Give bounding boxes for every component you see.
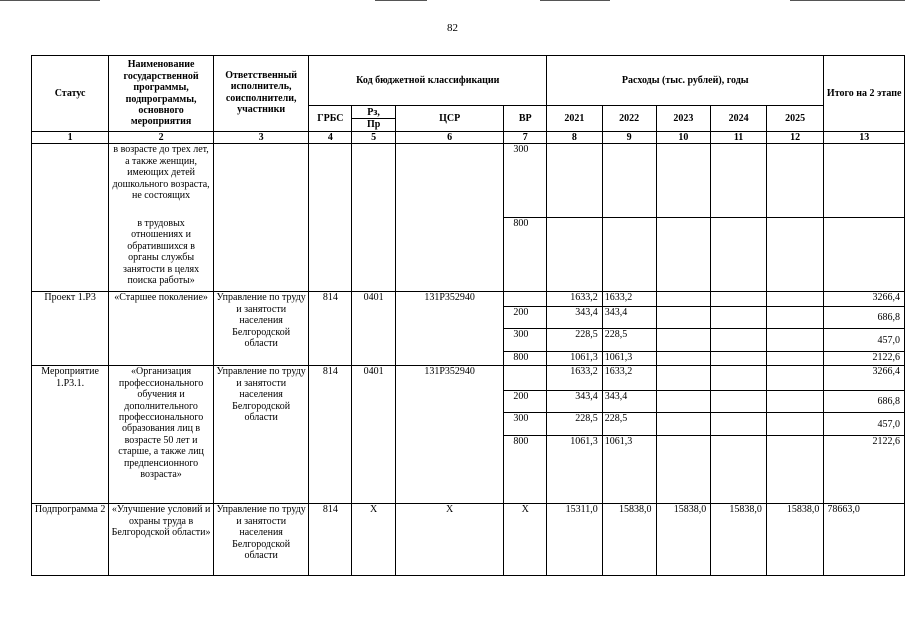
subprogram-responsible: Управление по труду и занятости населения Белгородской области bbox=[213, 504, 308, 576]
cont-csr-cell bbox=[395, 144, 504, 292]
scan-edge-line bbox=[790, 0, 905, 1]
subprogram-2022: 15838,0 bbox=[602, 504, 656, 576]
page-number: 82 bbox=[447, 22, 458, 34]
header-budget-code: Код бюджетной классификации bbox=[309, 56, 547, 106]
header-rz: Рз, bbox=[367, 106, 380, 118]
header-rzpr bbox=[352, 106, 395, 132]
col-number: 3 bbox=[213, 132, 308, 144]
cont-grbs-cell bbox=[309, 144, 352, 292]
subprogram-vr: Х bbox=[504, 504, 547, 576]
measure-2022: 1061,3 bbox=[602, 436, 656, 504]
project-rzpr: 0401 bbox=[352, 292, 395, 366]
measure-vr: 200 bbox=[504, 391, 547, 413]
cont-vr-b: 800 bbox=[504, 218, 547, 292]
project-2022: 1061,3 bbox=[602, 352, 656, 366]
project-status: Проект 1.Р3 bbox=[32, 292, 109, 366]
header-pr: Пр bbox=[352, 118, 394, 130]
cont-name-a: в возрасте до трех лет, а также женщин, имеющих детей дошкольного возраста, не состоящих bbox=[109, 144, 214, 218]
measure-rzpr: 0401 bbox=[352, 366, 395, 504]
cont-rzpr-cell bbox=[352, 144, 395, 292]
header-expenses: Расходы (тыс. рублей), годы bbox=[547, 56, 824, 106]
subprogram-rzpr: Х bbox=[352, 504, 395, 576]
header-vr: ВР bbox=[504, 106, 547, 132]
measure-2022: 1633,2 bbox=[602, 366, 656, 391]
subprogram-2025: 15838,0 bbox=[766, 504, 824, 576]
header-total: Итого на 2 этапе bbox=[824, 56, 905, 132]
measure-grbs: 814 bbox=[309, 366, 352, 504]
scan-edge-line bbox=[375, 0, 427, 1]
measure-2021: 1633,2 bbox=[547, 366, 603, 391]
project-vr: 300 bbox=[504, 329, 547, 352]
col-number: 1 bbox=[32, 132, 109, 144]
col-number: 11 bbox=[711, 132, 767, 144]
col-number: 9 bbox=[602, 132, 656, 144]
project-2021: 1633,2 bbox=[547, 292, 603, 307]
col-number: 8 bbox=[547, 132, 603, 144]
subprogram-2021: 15311,0 bbox=[547, 504, 603, 576]
header-status: Статус bbox=[32, 56, 109, 132]
project-2022: 1633,2 bbox=[602, 292, 656, 307]
measure-2021: 343,4 bbox=[547, 391, 603, 413]
measure-vr bbox=[504, 366, 547, 391]
measure-status: Мероприятие 1.Р3.1. bbox=[32, 366, 109, 504]
project-vr: 200 bbox=[504, 307, 547, 329]
header-responsible: Ответственный исполнитель, соисполнители, участники bbox=[213, 56, 308, 132]
header-name: Наименование государственной программы, подпрограммы, основного мероприятия bbox=[109, 56, 214, 132]
subprogram-2024: 15838,0 bbox=[711, 504, 767, 576]
project-vr: 800 bbox=[504, 352, 547, 366]
project-2021: 343,4 bbox=[547, 307, 603, 329]
project-grbs: 814 bbox=[309, 292, 352, 366]
header-year: 2025 bbox=[766, 106, 824, 132]
project-csr: 131Р352940 bbox=[395, 292, 504, 366]
subprogram-2023: 15838,0 bbox=[656, 504, 711, 576]
scan-edge-line bbox=[540, 0, 610, 1]
budget-table bbox=[31, 55, 905, 576]
subprogram-name: «Улучшение условий и охраны труда в Белгородской области» bbox=[109, 504, 214, 576]
project-total: 686,8 bbox=[824, 307, 905, 329]
header-year: 2024 bbox=[711, 106, 767, 132]
col-number: 2 bbox=[109, 132, 214, 144]
subprogram-grbs: 814 bbox=[309, 504, 352, 576]
col-number: 13 bbox=[824, 132, 905, 144]
measure-total: 3266,4 bbox=[824, 366, 905, 391]
measure-vr: 300 bbox=[504, 413, 547, 436]
col-number: 7 bbox=[504, 132, 547, 144]
col-number: 5 bbox=[352, 132, 395, 144]
measure-2022: 343,4 bbox=[602, 391, 656, 413]
scan-edge-line bbox=[0, 0, 100, 1]
header-year: 2021 bbox=[547, 106, 603, 132]
measure-2021: 228,5 bbox=[547, 413, 603, 436]
measure-vr: 800 bbox=[504, 436, 547, 504]
subprogram-csr: Х bbox=[395, 504, 504, 576]
measure-total: 686,8 bbox=[824, 391, 905, 413]
header-csr: ЦСР bbox=[395, 106, 504, 132]
subprogram-total: 78663,0 bbox=[824, 504, 905, 576]
header-year: 2023 bbox=[656, 106, 711, 132]
project-name: «Старшее поколение» bbox=[109, 292, 214, 366]
cont-vr-a: 300 bbox=[504, 144, 547, 218]
project-responsible: Управление по труду и занятости населения Белгородской области bbox=[213, 292, 308, 366]
measure-2021: 1061,3 bbox=[547, 436, 603, 504]
measure-csr: 131Р352940 bbox=[395, 366, 504, 504]
project-2021: 228,5 bbox=[547, 329, 603, 352]
cont-responsible-cell bbox=[213, 144, 308, 292]
project-total: 457,0 bbox=[824, 329, 905, 352]
project-total: 2122,6 bbox=[824, 352, 905, 366]
measure-2022: 228,5 bbox=[602, 413, 656, 436]
col-number: 12 bbox=[766, 132, 824, 144]
subprogram-status: Подпрограмма 2 bbox=[32, 504, 109, 576]
col-number: 4 bbox=[309, 132, 352, 144]
project-total: 3266,4 bbox=[824, 292, 905, 307]
project-2021: 1061,3 bbox=[547, 352, 603, 366]
header-grbs: ГРБС bbox=[309, 106, 352, 132]
measure-responsible: Управление по труду и занятости населения Белгородской области bbox=[213, 366, 308, 504]
measure-total: 2122,6 bbox=[824, 436, 905, 504]
col-number: 6 bbox=[395, 132, 504, 144]
col-number: 10 bbox=[656, 132, 711, 144]
measure-total: 457,0 bbox=[824, 413, 905, 436]
project-2022: 228,5 bbox=[602, 329, 656, 352]
header-year: 2022 bbox=[602, 106, 656, 132]
cont-status-cell bbox=[32, 144, 109, 292]
measure-name: «Организация профессионального обучения и дополнительного профессионального образования лиц в возрасте 50 лет и старше, а также лиц предпенсионного возраста» bbox=[109, 366, 214, 504]
project-vr bbox=[504, 292, 547, 307]
cont-name-b: в трудовых отношениях и обратившихся в органы службы занятости в целях поиска работы» bbox=[109, 218, 214, 292]
project-2022: 343,4 bbox=[602, 307, 656, 329]
